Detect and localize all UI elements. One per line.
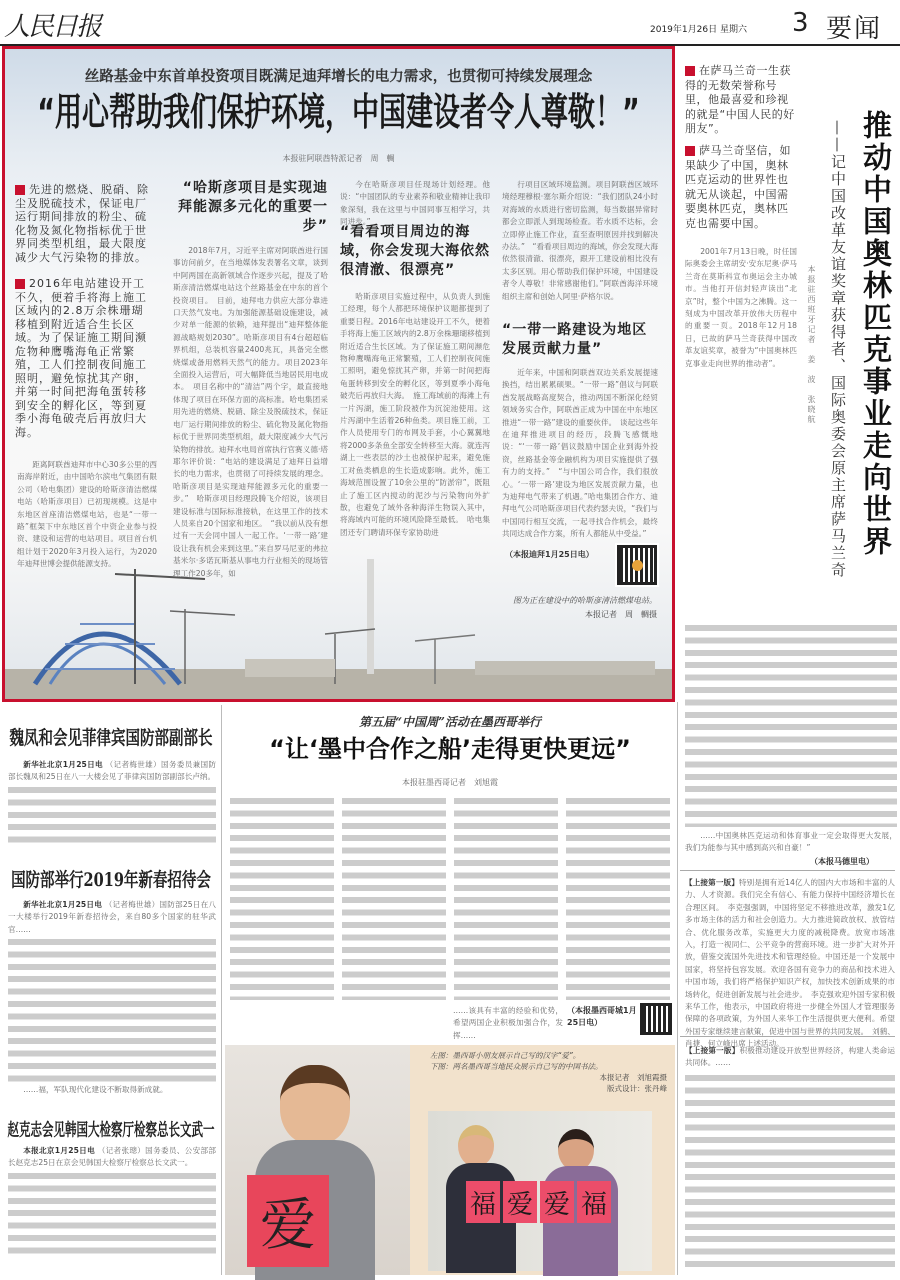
continued-label: 【上接第一版】 xyxy=(685,878,739,887)
samaranch-lead-2 xyxy=(685,144,797,231)
article-byline: 本报驻墨西哥记者 刘旭霞 xyxy=(402,778,498,787)
section-name: 要闻 xyxy=(826,14,883,44)
calligraphy-character: 福 xyxy=(466,1181,500,1223)
divider xyxy=(680,870,895,871)
news-body xyxy=(8,899,216,1111)
red-square-bullet xyxy=(685,146,695,156)
news-body xyxy=(8,759,216,857)
dateline: 新华社北京1月25日电 xyxy=(23,900,103,909)
crane xyxy=(115,569,205,684)
lead-text: 在萨马兰奇一生获得的无数荣誉称号里，他最喜爱和珍视的就是“中国人民的好朋友”。 xyxy=(685,64,795,135)
samaranch-body: 2001年7月13日晚，时任国际奥委会主席胡安·安东尼奥·萨马兰奇在莫斯科宣布奥运会主办城市。当他打开信封轻声读出“北京”时，整个中国为之沸腾。这一刻成为中国改革开放伟大历程中的重要一页。2018年12月18日，已故的萨马兰奇获得中国改革友谊奖章，被誉为“中国奥林匹克事业走向世界的推动者”。 xyxy=(685,247,797,368)
news-headline: 赵克志会见韩国大检察厅检察总长文武一 xyxy=(7,1119,215,1140)
feature-column-4b: 近年来，中国和阿联酋双边关系发展提速换挡，结出累累硕果。“一带一路”倡议与阿联酋发展战略高度契合，推动两国不断深化经贸领域务实合作，阿联酋正成为中国在中东地区推进“一带一路”建设的重要伙伴。 谈起这些年在迪拜推进项目的经历，段腾飞感慨地说：“‘一带一路’倡议鼓励中国企业到海外投资，丝路基金等金融机构为项目实施提供了强有力的支持。” “与中国公司合作，我们很放心。‘一带一路’建设为地区发展贡献力量，也为迪拜电气带来了机遇。”哈电集团合作方、迪拜电气公司哈斯彦项目代表约瑟夫说，“我们与中国同行相互交流，一起寻找合作机会，最终共同达成合作方案，所有人都能从中受益。” xyxy=(502,368,658,539)
samaranch-dateline: （本报马德里电） xyxy=(810,857,874,866)
woman-right xyxy=(558,1129,594,1171)
samaranch-subtitle: ——记中国改革友谊奖章获得者、国际奥委会原主席萨马兰奇 xyxy=(829,120,847,579)
feature-column-4a: 行项目区域环境监测。项目阿联酋区域环境经理穆根·塞尔斯介绍说：“我们团队24小时对海域的水质进行密切监测，每当数据异常时都会立即派人到现场检查。若水质不达标，会立即停止施工作业，直至查明原因并找到解决办法。” “看看项目周边的海域，你会发现大海依然很清澈、很漂亮，跟开工建设前相比没有太多区别。用心帮助我们保护环境，中国建设者令人尊敬！非常感谢他们。”阿联酋海洋环境组织主席和创始人阿里·萨格尔说。 xyxy=(502,180,658,301)
news-text: （记者梅世雄）国务委员兼国防部长魏凤和25日在八一大楼会见了菲律宾国防部副部长卢纳。 xyxy=(8,760,216,782)
feature-lead-2 xyxy=(15,277,153,439)
photo-panel xyxy=(410,1045,675,1275)
lead-text: 先进的燃烧、脱硝、除尘及脱硫技术，保证电厂运行期间排放的粉尘、硫化物及氮化物指标优于世界同类型机组，最大限度减少大气污染物的排放。 xyxy=(15,183,149,264)
lead-text: 2016年电站建设开工不久，便着手将海上施工区域内的2.8万余株珊瑚移植到附近适合生长区域。为了保证施工期间濒危物种鹰嘴海龟正常繁殖，工人们控制夜间施工照明，避免惊扰其产卵，并第一时间把海龟蛋转移到安全的孵化区，等到夏季小海龟破壳后再放归大海。 xyxy=(15,277,147,439)
calligraphy-character: 福 xyxy=(577,1181,611,1223)
caption-bottom: 下图：两名墨西哥当地民众展示自己写的中国书法。 xyxy=(430,1062,603,1071)
feature-column-3a: 今在哈斯彦项目任现场计划经理。他说：“中国团队的专业素养和敬业精神让我印象深刻，我在这里与中国同事互相学习，共同进步。” xyxy=(340,180,490,227)
photo-credit: 本报记者 周 輖摄 xyxy=(585,610,657,619)
text-lines xyxy=(685,1072,895,1272)
design-credit: 版式设计：张丹峰 xyxy=(607,1084,667,1093)
feature-column-2: 2018年7月，习近平主席对阿联酋进行国事访问前夕，在当地媒体发表署名文章，谈到中阿两国在高新领域合作逐步兴起，提及了哈斯彦清洁燃煤电站这个丝路基金在中东的首个投资项目。 目前，迪拜电力供应大部分靠进口天然气发电。为加强能源基础设施建设，减少对单一能源的依赖，迪拜提出“迪拜整体能源战略规划2030”。哈斯彦项目有4台超超临界机组，总装机容量2400兆瓦，具备完全燃烧煤或备用燃料天然气的能力。项目2023年全面投入运营后，可大幅降低当地居民用电成本。 项目名称中的“清洁”两个字，最直接地体现了项目在环保方面的高标准。哈电集团采用先进的燃烧、脱硝、除尘及脱硫技术，保证电厂运行期间排放的粉尘、硫化物及氮化物指标优于世界同类型机组，最大限度减少大气污染物的排放。迪拜水电局首席执行官赛义德·塔耶尔评价说：“电站的建设满足了迪拜日益增长的电力需求，也贯彻了可持续发展的理念。哈斯彦项目是实现迪拜能源多元化的重要一步。” 哈斯彦项目经理段腾飞介绍说，该项目建设标准与国际标准接轨，在这里工作的技术人员来自20个国家和地区。 “我以前从没有想过有一天会同中国人一起工作。‘一带一路’建设让我有机会来到这里。”来自罗马尼亚的弗拉基米尔·多诺瓦斯基从事电力行业相关的现场管理工作20多年，如 xyxy=(173,246,328,578)
left-news-column xyxy=(0,705,222,1275)
continued-text: 积极推动建设开放型世界经济，构建人类命运共同体。…… xyxy=(685,1046,896,1068)
china-week-article xyxy=(225,705,675,1275)
samaranch-headline: 推动中国奥林匹克事业走向世界 xyxy=(859,110,893,558)
news-text: （记者梅世雄）国防部25日在八一大楼举行2019年新春招待会，来自80多个国家的驻华武官…… xyxy=(8,900,216,934)
feature-intro: 距离阿联酋迪拜市中心30多公里的西南海岸附近，由中国哈尔滨电气集团有限公司（哈电集团）建设的哈斯彦清洁燃煤电站（哈斯彦项目）已初现规模。这是中东地区首座清洁燃煤电站，也是“一带一路”框架下中东地区首个中资企业参与投资、建设和运营的电站项目。项目首台机组计划于2020年3月投入运行，为2020年迪拜世博会提供能源支持。 xyxy=(17,460,157,569)
logo-text: 人民日报 xyxy=(4,12,101,42)
feature-lead-1 xyxy=(15,183,153,264)
photo-caption xyxy=(475,595,657,620)
calligraphy-sheet xyxy=(247,1175,329,1267)
red-square-bullet xyxy=(685,66,695,76)
calligraphy-character: 爱 xyxy=(503,1181,537,1223)
continued-label: 【上接第一版】 xyxy=(685,1046,740,1055)
calligraphy-character: 爱 xyxy=(540,1181,574,1223)
calligraphy-sheets xyxy=(466,1181,611,1223)
red-square-bullet xyxy=(15,185,25,195)
lead-text: 萨马兰奇坚信，如果缺少了中国，奥林匹克运动的世界性也就无从谈起，中国需要奥林匹克，奥林匹克也需要中国。 xyxy=(685,144,791,230)
vertical-divider xyxy=(677,702,678,1275)
feature-kicker: 丝路基金中东首单投资项目既满足迪拜增长的电力需求，也贯彻可持续发展理念 xyxy=(84,68,593,85)
article-dateline: （本报墨西哥城1月25日电） xyxy=(567,1006,637,1027)
text-lines xyxy=(8,784,216,844)
child-photo xyxy=(225,1045,410,1275)
woman-left xyxy=(458,1125,494,1167)
calligraphy-character: 爱 xyxy=(260,1193,316,1258)
masthead xyxy=(0,0,900,46)
news-text: （记者张璁）国务委员、公安部部长赵克志25日在京会见韩国大检察厅检察总长文武一。 xyxy=(8,1146,216,1168)
feature-article xyxy=(2,46,675,702)
women-calligraphy-photo xyxy=(428,1111,652,1271)
photo-credit: 本报记者 刘旭霞摄 xyxy=(599,1073,667,1082)
caption-left: 左图：墨西哥小朋友展示自己写的汉字“爱”。 xyxy=(430,1051,581,1060)
article-ending: ……该具有丰富的经验和优势，希望两国企业积极加强合作，发挥…… xyxy=(453,1005,563,1042)
chimney xyxy=(367,559,374,674)
caption-text: 图为正在建设中的哈斯彦清洁燃煤电站。 xyxy=(513,596,657,605)
qr-code-icon[interactable] xyxy=(617,545,657,585)
news-ending: ……福，军队现代化建设不断取得新成就。 xyxy=(23,1085,168,1095)
article-headline: “让‘墨中合作之船’走得更快更远” xyxy=(269,735,631,763)
feature-column-3b: 哈斯彦项目实施过程中，从负责人到施工经理，每个人都把环境保护议题都提到了重要日程。2016年电站建设开工不久，便着手将海上施工区域内的2.8万余株珊瑚移植到附近适合生长区域。为了保证施工期间濒危物种鹰嘴海龟正常繁殖，工人们控制夜间施工照明，避免惊扰其产卵，并第一时间把海龟蛋转移到安全的孵化区，等到夏季小海龟破壳后再放归大海。 施工海域前的海滩上有一片泻湖，施工阶段被作为沉淀池使用。这片泻湖中生活着26种鱼类。项目施工前，工作人员使用专门的布网及手套，小心翼翼地将2000多条鱼全部安全转移至大海。就连泻湖上一些表层的沙土也被保护起来，避免施工对鱼类栖息的生长造成影响。此外，施工海域范围设置了10余公里的“防淤帘”，既阻止了施工区内搅动的泥沙与污染物向外扩散，也避免了域外各种海洋生物误入其中，将海域内可能的环境风险降至最低。 哈电集团还专门聘请环保专家协助进 xyxy=(340,292,490,537)
red-square-bullet xyxy=(15,279,25,289)
feature-headline: “用心帮助我们保护环境，中国建设者令人尊敬！” xyxy=(37,91,640,135)
continued-article-2 xyxy=(685,1045,895,1275)
dateline: 本报北京1月25日电 xyxy=(23,1146,95,1155)
divider xyxy=(680,1036,895,1037)
qr-code-icon[interactable] xyxy=(640,1003,672,1035)
samaranch-body-continued xyxy=(685,622,897,827)
feature-dateline: （本报迪拜1月25日电） xyxy=(505,550,594,559)
news-body xyxy=(8,1145,216,1275)
text-lines xyxy=(8,1170,216,1260)
dateline: 新华社北京1月25日电 xyxy=(23,760,103,769)
text-lines xyxy=(8,936,216,1084)
text-lines xyxy=(230,795,670,1000)
samaranch-lead-1 xyxy=(685,64,797,137)
continued-text: 特别是拥有近14亿人的国内大市场和丰富的人力、人才资源。我们完全有信心、有能力保持中国经济增长在合理区间。 李克强强调，中国将坚定不移推进改革，激发1亿多市场主体的活力和社会创造力。大力推进简政放权、放管结合、优化服务改革，实施更大力度的减税降费。放宽市场准入，打造一视同仁、公平竞争的营商环境。进一步扩大对外开放，借鉴交流国外先进技术和管理经验。中国还是一个发展中国家，将坚持包容发展。欢迎各国有竞争力的商品和技术进入中国市场，我们将严格保护知识产权，加快技术创新成果的市场转化，促进创新发展与社会进步。 李克强欢迎外国专家积极来华工作，他表示，中国政府将进一步健全外国人才管理服务保障的各项政策，为外国人来华工作生活提供更大便利。希望外国专家继续建言献策，促进中国与世界的共同发展。 刘鹤、肖捷、何立峰出席上述活动。 xyxy=(685,878,895,1049)
subhead-2: “看看项目周边的海域，你会发现大海依然很清澈、很漂亮” xyxy=(340,224,490,278)
issue-date: 2019年1月26日 星期六 xyxy=(650,25,747,35)
samaranch-article xyxy=(680,50,900,880)
news-headline: 国防部举行2019年新春招待会 xyxy=(11,869,211,892)
continued-article-1 xyxy=(685,877,895,1049)
subhead-3: “一带一路建设为地区发展贡献力量” xyxy=(502,322,648,357)
child-head xyxy=(280,1065,350,1145)
samaranch-ending: ……中国奥林匹克运动和体育事业一定会取得更大发展，我们为能参与其中感到高兴和自豪！” xyxy=(685,831,897,853)
feature-byline: 本报驻阿联酋特派记者 周 輖 xyxy=(282,154,395,163)
news-headline: 魏凤和会见菲律宾国防部副部长 xyxy=(9,727,213,750)
samaranch-byline: 本报驻西班牙记者 姜 波 张晓航 xyxy=(807,265,816,425)
article-kicker: 第五届“中国周”活动在墨西哥举行 xyxy=(359,715,541,729)
subhead-1: “哈斯彦项目是实现迪拜能源多元化的重要一步” xyxy=(178,180,328,234)
photo-captions xyxy=(430,1050,667,1094)
newspaper-logo xyxy=(4,6,100,43)
page-number: 3 xyxy=(792,8,809,38)
